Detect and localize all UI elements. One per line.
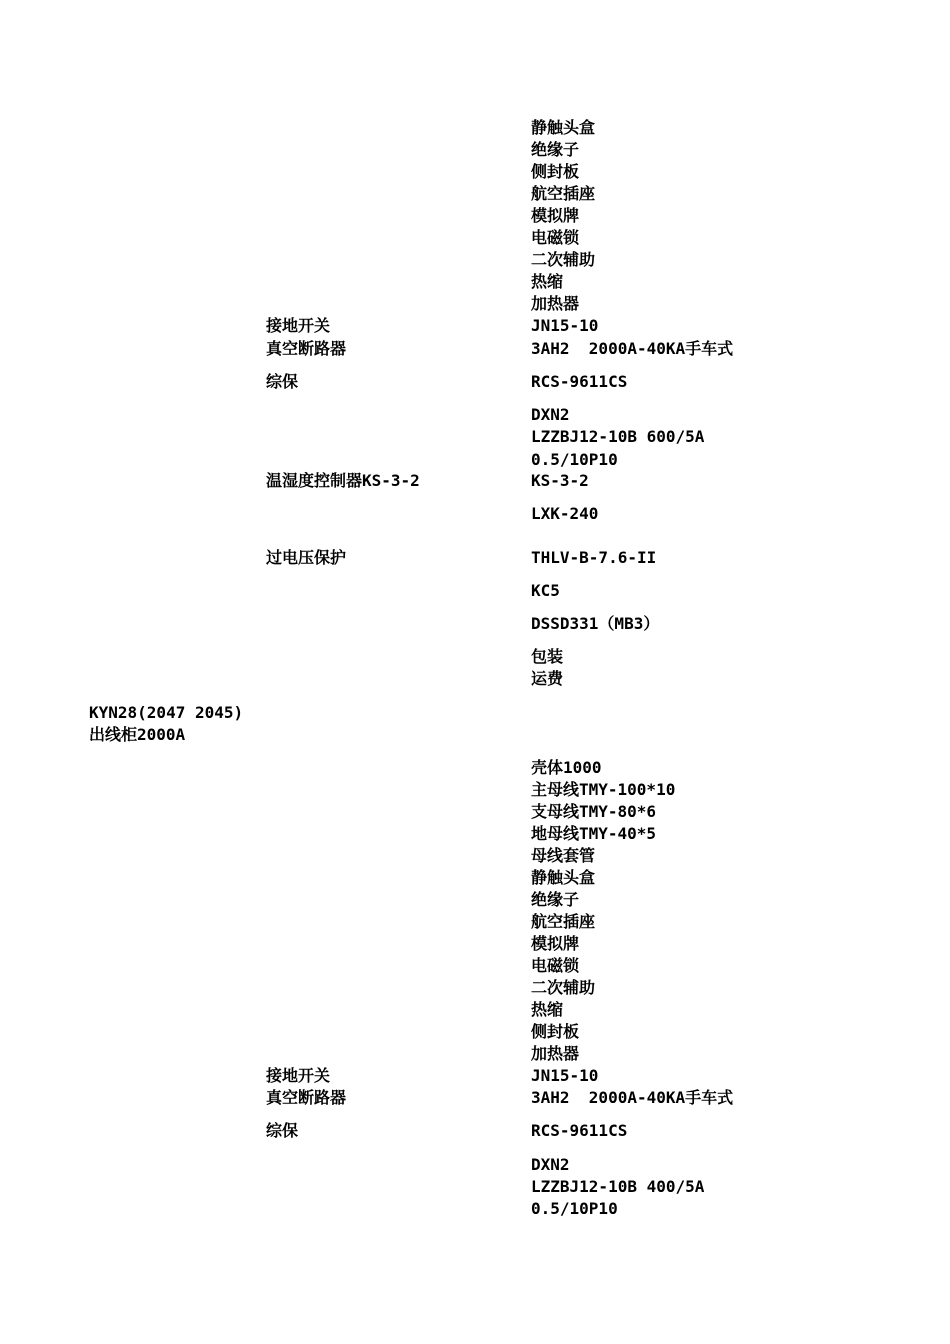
packing-item: 包装: [531, 647, 564, 666]
part-item: 侧封板: [531, 162, 580, 181]
part-item: 侧封板: [531, 1022, 580, 1041]
protection-value: RCS-9611CS: [531, 1121, 628, 1140]
dxn-value: DXN2: [531, 1155, 570, 1174]
part-item: 加热器: [531, 294, 580, 313]
vacuum-breaker-value: 3AH2 2000A-40KA手车式: [531, 339, 734, 358]
dxn-value: DXN2: [531, 405, 570, 424]
protection-label: 综保: [266, 1121, 299, 1140]
part-item: 二次辅助: [531, 250, 596, 269]
part-item: 二次辅助: [531, 978, 596, 997]
overvoltage-label: 过电压保护: [266, 548, 347, 567]
part-item: 加热器: [531, 1044, 580, 1063]
freight-item: 运费: [531, 669, 564, 688]
vacuum-breaker-label: 真空断路器: [266, 1088, 347, 1107]
part-item: 热缩: [531, 272, 564, 291]
ct-model-value: LZZBJ12-10B 600/5A: [531, 427, 705, 446]
ct-model-value: LZZBJ12-10B 400/5A: [531, 1177, 705, 1196]
vacuum-breaker-label: 真空断路器: [266, 339, 347, 358]
ct-class-value: 0.5/10P10: [531, 1199, 618, 1218]
part-item: 壳体1000: [531, 758, 602, 777]
earthing-switch-value: JN15-10: [531, 316, 599, 335]
ct-class-value: 0.5/10P10: [531, 450, 618, 469]
protection-label: 综保: [266, 372, 299, 391]
part-item: 静触头盒: [531, 118, 596, 137]
protection-value: RCS-9611CS: [531, 372, 628, 391]
part-item: 电磁锁: [531, 956, 580, 975]
lxk-value: LXK-240: [531, 504, 599, 523]
kc-value: KC5: [531, 581, 560, 600]
earthing-switch-value: JN15-10: [531, 1066, 599, 1085]
part-item: 热缩: [531, 1000, 564, 1019]
cabinet-model: KYN28(2047 2045): [89, 703, 244, 722]
vacuum-breaker-value: 3AH2 2000A-40KA手车式: [531, 1088, 734, 1107]
overvoltage-value: THLV-B-7.6-II: [531, 548, 657, 567]
part-item: 模拟牌: [531, 934, 580, 953]
part-item: 航空插座: [531, 184, 596, 203]
earthing-switch-label: 接地开关: [266, 1066, 331, 1085]
part-item: 静触头盒: [531, 868, 596, 887]
part-item: 支母线TMY-80*6: [531, 802, 657, 821]
part-item: 电磁锁: [531, 228, 580, 247]
dssd-value: DSSD331（MB3）: [531, 614, 660, 633]
earthing-switch-label: 接地开关: [266, 316, 331, 335]
part-item: 主母线TMY-100*10: [531, 780, 676, 799]
part-item: 航空插座: [531, 912, 596, 931]
part-item: 绝缘子: [531, 890, 580, 909]
part-item: 母线套管: [531, 846, 596, 865]
cabinet-name: 出线柜2000A: [89, 725, 186, 744]
part-item: 地母线TMY-40*5: [531, 824, 657, 843]
humidity-controller-value: KS-3-2: [531, 471, 589, 490]
part-item: 模拟牌: [531, 206, 580, 225]
humidity-controller-label: 温湿度控制器KS-3-2: [266, 471, 420, 490]
part-item: 绝缘子: [531, 140, 580, 159]
